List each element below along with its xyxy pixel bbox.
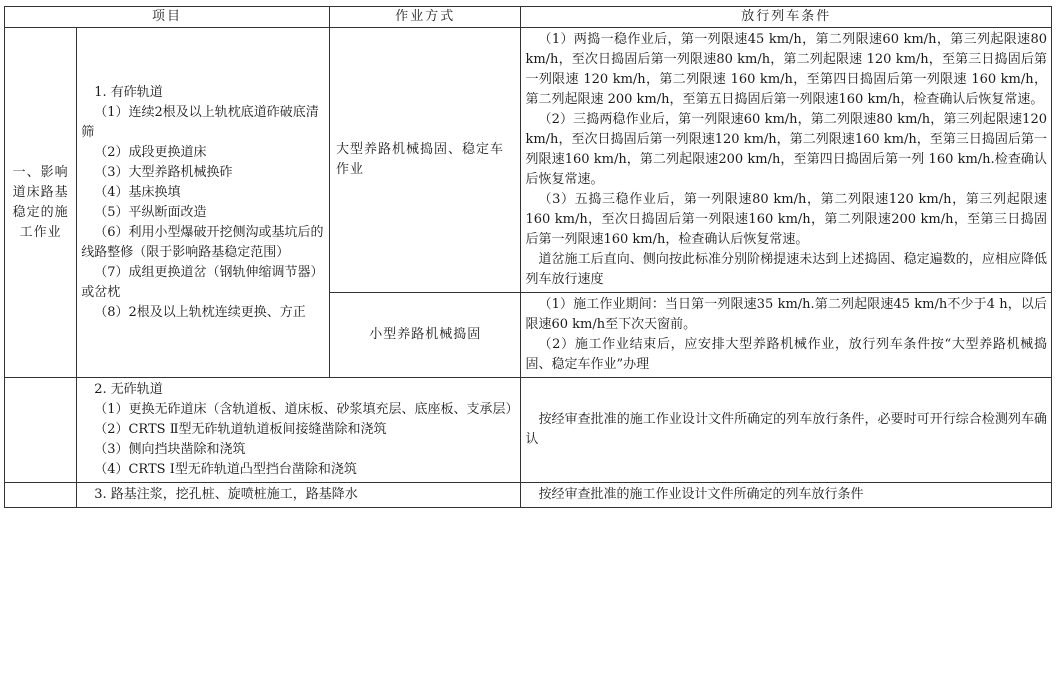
list-item: （2）成段更换道床 (94, 144, 207, 160)
category-cell: 一、影响道床路基稳定的施工作业 (5, 28, 77, 378)
condition-paragraph: （1）两捣一稳作业后，第一列限速45 km/h，第二列限速60 km/h，第三列起限速80 km/h，至次日捣固后第一列限速80 km/h，第二列起限速 120 km/h，至第三日捣固后第一列限速 120 km/h，第二列限速 160 km/h，至第四日捣固后第一列限速 160 km/h，第二列起限速 200 km/h，至第五日捣固后第一列限速160 km/h，检查确认后恢复常速。 (525, 32, 1047, 107)
method-large-machine: 大型养路机械捣固、稳定车作业 (329, 28, 521, 293)
list-item: （6）利用小型爆破开挖侧沟或基坑后的线路整修（限于影响路基稳定范围） (81, 224, 324, 260)
list-item: （7）成组更换道岔（钢轨伸缩调节器）或岔枕 (81, 264, 324, 300)
list-item: 1. 有砟轨道 (94, 84, 163, 100)
header-project: 项目 (5, 7, 330, 28)
ballast-track-items (77, 28, 330, 378)
ballastless-track-items (77, 378, 521, 483)
empty-category-cell (5, 378, 77, 483)
list-item: （8）2根及以上轨枕连续更换、方正 (94, 304, 306, 320)
section2-row (5, 378, 1052, 483)
condition-paragraph: 按经审查批准的施工作业设计文件所确定的列车放行条件 (538, 487, 864, 502)
condition-paragraph: 按经审查批准的施工作业设计文件所确定的列车放行条件，必要时可开行综合检测列车确认 (525, 412, 1047, 447)
conditions-ballastless (521, 378, 1052, 483)
list-item: （3）侧向挡块凿除和浇筑 (94, 442, 246, 457)
list-item: 3. 路基注浆，挖孔桩、旋喷桩施工，路基降水 (94, 487, 358, 502)
condition-paragraph: （2）三捣两稳作业后，第一列限速60 km/h，第二列限速80 km/h，第三列起限速120 km/h，至次日捣固后第一列限速120 km/h，第二列限速160 km/h，至第三日捣固后第一列限速160 km/h，第二列起限速200 km/h，至第四日捣固后第一列 160 km/h.检查确认后恢复常速。 (525, 112, 1047, 187)
condition-paragraph: （1）施工作业期间：当日第一列限速35 km/h.第二列起限速45 km/h不少于4 h，以后限速60 km/h至下次天窗前。 (525, 297, 1047, 332)
list-item: （4）CRTS Ⅰ型无砟轨道凸型挡台凿除和浇筑 (94, 462, 357, 477)
header-row (5, 7, 1052, 28)
list-item: （2）CRTS Ⅱ型无砟轨道轨道板间接缝凿除和浇筑 (94, 422, 387, 437)
header-conditions: 放行列车条件 (521, 7, 1052, 28)
construction-conditions-table (4, 6, 1052, 508)
condition-paragraph: （3）五捣三稳作业后，第一列限速80 km/h，第二列限速120 km/h，第三列起限速160 km/h，至次日捣固后第一列限速160 km/h，第二列限速200 km/h，至第三日捣固后第一列限速160 km/h，检查确认后恢复常速。 (525, 192, 1047, 247)
list-item: （1）连续2根及以上轨枕底道砟破底清筛 (81, 104, 319, 140)
conditions-subgrade (521, 483, 1052, 508)
subgrade-item (77, 483, 521, 508)
condition-paragraph: 道岔施工后直向、侧向按此标准分别阶梯提速未达到上述捣固、稳定遍数的，应相应降低列车放行速度 (525, 252, 1047, 287)
list-item: 2. 无砟轨道 (94, 382, 163, 397)
section3-row (5, 483, 1052, 508)
method-small-machine: 小型养路机械捣固 (329, 293, 521, 378)
empty-category-cell (5, 483, 77, 508)
list-item: （1）更换无砟道床（含轨道板、道床板、砂浆填充层、底座板、支承层） (94, 402, 519, 417)
condition-paragraph: （2）施工作业结束后，应安排大型养路机械作业，放行列车条件按“大型养路机械捣固、稳定车作业”办理 (525, 337, 1047, 372)
header-method: 作业方式 (329, 7, 521, 28)
section1-row-a (5, 28, 1052, 293)
list-item: （5）平纵断面改造 (94, 204, 207, 220)
conditions-small-machine (521, 293, 1052, 378)
list-item: （3）大型养路机械换砟 (94, 164, 233, 180)
list-item: （4）基床换填 (94, 184, 181, 200)
conditions-large-machine (521, 28, 1052, 293)
